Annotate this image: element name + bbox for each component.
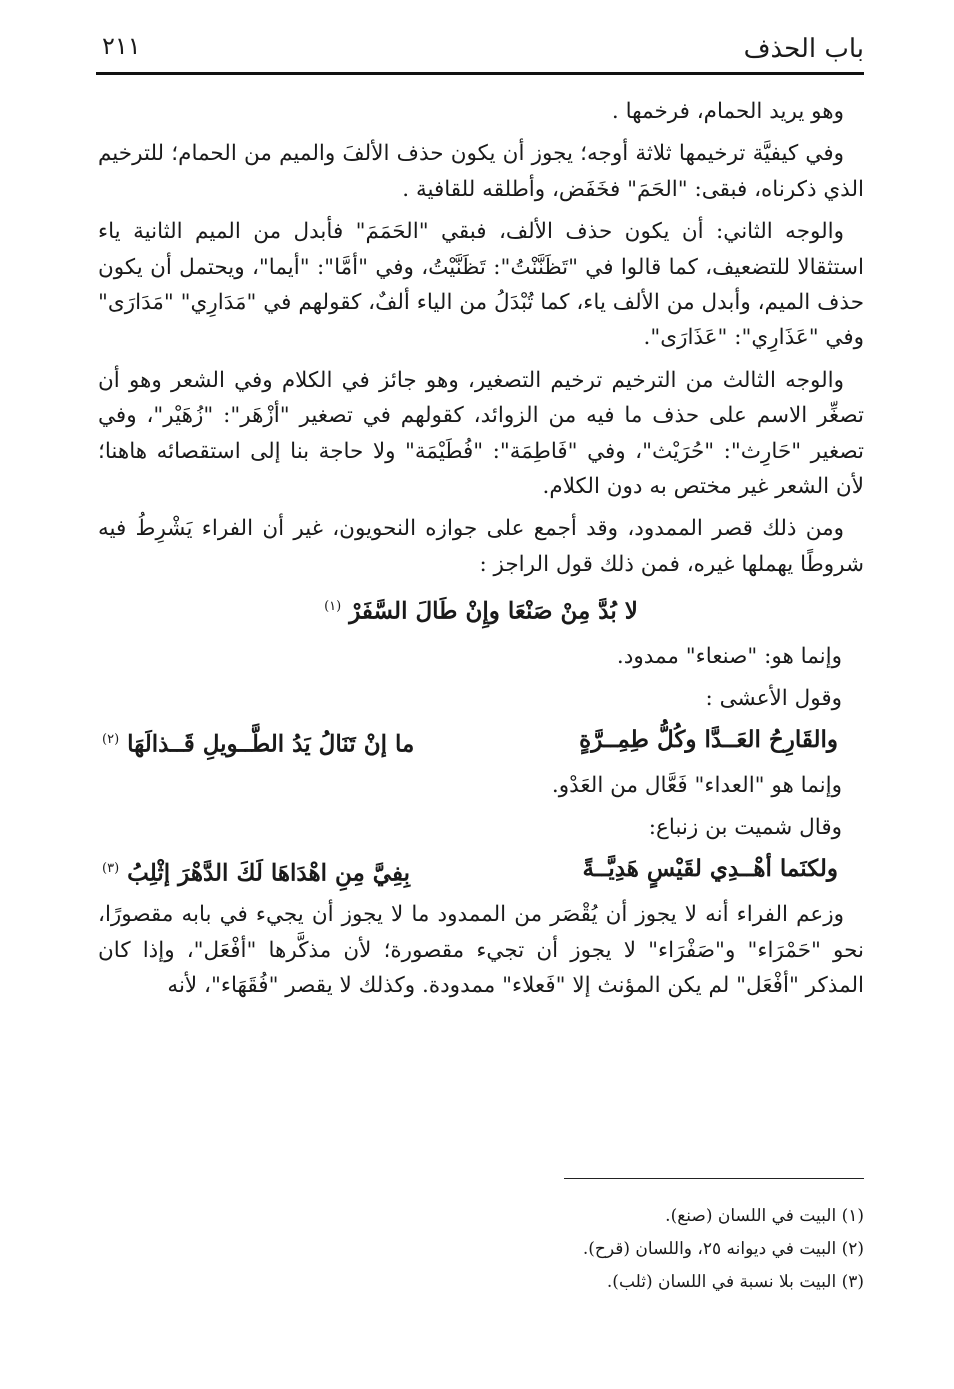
line-adaa: وإنما هو "العداء" فَعَّال من العَدْو. [551, 773, 842, 799]
page-body [98, 94, 864, 1010]
paragraph-3: والوجه الثاني: أن يكون حذف الألف، فبقي "الحَمَمَ" فأبدل من الميم الثانية ياء استثقالا للتضعيف، كما قالوا في "تَظَنَّنْتُ": تَظَنَّيْتُ، وفي "أمَّا": "أيما"، ويحتمل أن يكون حذف الميم، وأبدل من الألف ياء، كما تُبْدَلُ من الياء ألفٌ، كقولهم في "مَدَارِي" "مَدَارَى" وفي "عَذَارِي": "عَذَارَى". [98, 219, 864, 351]
footnote-1: (١) البيت في اللسان (صنع). [665, 1206, 864, 1226]
paragraph-2: وفي كيفيَّة ترخيمها ثلاثة أوجه؛ يجوز أن يكون حذف الألفَ والميم من الحمام؛ للترخيم الذي ذكرناه، فبقى: "الحَمَ" فخَفَض، وأطلقه للقافية . [98, 141, 864, 202]
verse-asha-second-hemistich [102, 722, 414, 762]
paragraph-last: وزعم الفراء أنه لا يجوز أن يُقْصَر من الممدود ما لا يجوز أن يجيء في بابه مقصورًا، نحو "حَمْرَاء" و"صَفْرَاء" لا يجوز أن تجيء مقصورة؛ لأن مذكَّرها "أفْعَل"، وإذا كان المذكر "أفْعَل" لم يكن المؤنث إلا "فَعلاء" ممدودة. وكذلك لا يقصر "فُقَهَاء"، لأنه [98, 902, 864, 998]
footnote-ref-3: (٣) [102, 861, 120, 877]
line-shumait-intro: وقال شميت بن زنباع: [648, 814, 842, 840]
verse-shumait-second-text: بِفِيَّ مِنِ اهْدَاهَا لَكَ الدَّهْرَ إثْلِبُ [127, 859, 411, 887]
header-rule [96, 72, 864, 75]
verse-rajaz [98, 589, 864, 629]
verse-asha [102, 722, 838, 762]
paragraph-1: وهو يريد الحمام، فرخمها . [611, 99, 844, 124]
footnotes [96, 1200, 864, 1299]
footnote-2: (٢) البيت في ديوانه ٢٥، واللسان (قرح). [582, 1239, 864, 1259]
verse-shumait [102, 851, 838, 891]
paragraph-5: ومن ذلك قصر الممدود، وقد أجمع على جوازه النحويون، غير أن الفراء يَشْرِطُ فيه شروطًا يهملها غيره، فمن ذلك قول الراجز : [98, 516, 864, 577]
page-header [98, 30, 864, 72]
page-number: ٢١١ [102, 32, 141, 60]
verse-shumait-first-hemistich: ولكنَما أهْــدِي لقَيْسٍ هَدِيَّــةً [582, 855, 838, 883]
line-sanaa: وإنما هو: "صنعاء" ممدود. [616, 644, 842, 670]
verse-shumait-second-hemistich [102, 851, 410, 891]
verse-asha-second-text: ما إنْ تَنَالُ يَدُ الطَّــويلِ قَــذالَهَا [127, 730, 415, 758]
footnote-ref-1: (١) [324, 599, 342, 615]
line-asha-intro: وقول الأعشى : [705, 685, 842, 711]
footnote-rule [564, 1178, 864, 1179]
footnote-ref-2: (٢) [102, 732, 120, 748]
footnote-3: (٣) البيت بلا نسبة في اللسان (ثلب). [606, 1272, 864, 1292]
chapter-title: باب الحذف [743, 34, 864, 64]
verse-asha-first-hemistich: والقَارِحُ العَــدَّا وكُلُّ طِمِــرَّةٍ [579, 726, 838, 754]
paragraph-4: والوجه الثالث من الترخيم ترخيم التصغير، وهو جائز في الكلام وفي الشعر وهو أن تصغِّر الاسم على حذف ما فيه من الزوائد، كقولهم في تصغير "أزْهَر": "زُهَيْر"، وفي تصغير "حَارِث": "حُرَيْث"، وفي "فَاطِمَة": "فُطَيْمَة" ولا حاجة بنا إلى استقصائه هاهنا؛ لأن الشعر غير مختص به دون الكلام. [98, 367, 864, 500]
verse-rajaz-text: لا بُدَّ مِنْ صَنْعَا وإِنْ طَالَ السَّفَرْ [349, 597, 638, 625]
